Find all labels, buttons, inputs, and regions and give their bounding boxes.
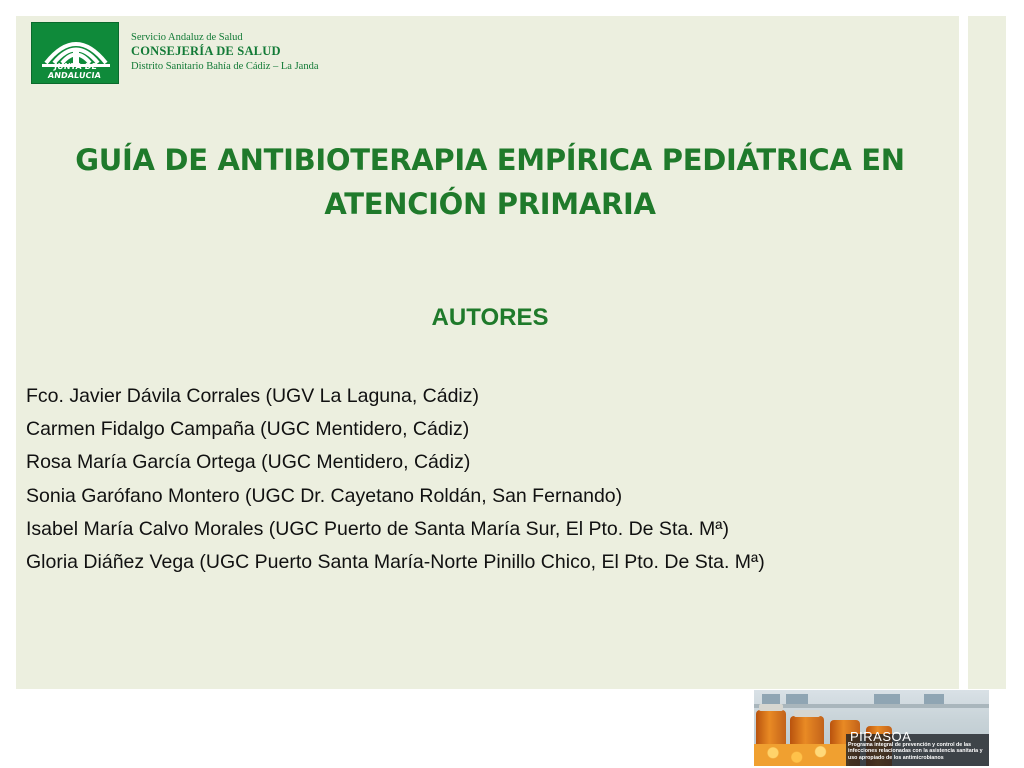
- bottle-cap: [794, 710, 820, 717]
- pills-icon: [754, 744, 849, 766]
- junta-de-andalucia-logo: [31, 22, 119, 84]
- author-item: Gloria Diáñez Vega (UGC Puerto Santa María-Norte Pinillo Chico, El Pto. De Sta. Mª): [26, 551, 765, 574]
- org-ministry-name: CONSEJERÍA DE SALUD: [131, 44, 281, 59]
- org-district-name: Distrito Sanitario Bahía de Cádiz – La Janda: [131, 60, 319, 72]
- pirasoa-tagline: Programa integral de prevención y control de las infecciones relacionadas con la asistencia sanitaria y uso apropiado de los antimicrobianos: [848, 742, 983, 761]
- slide-panel: [16, 16, 959, 689]
- author-item: Fco. Javier Dávila Corrales (UGV La Laguna, Cádiz): [26, 385, 480, 407]
- org-service-name: Servicio Andaluz de Salud: [131, 32, 243, 43]
- shelf-box: [762, 694, 780, 704]
- pirasoa-banner: [754, 690, 989, 766]
- title-line-2: ATENCIÓN PRIMARIA: [324, 187, 656, 221]
- title-line-1: GUÍA DE ANTIBIOTERAPIA EMPÍRICA PEDIÁTRICA EN: [75, 143, 905, 177]
- side-strip: [968, 16, 1006, 689]
- shelf-box: [924, 694, 944, 704]
- pirasoa-brand: PIRASOA: [850, 729, 912, 744]
- shelf: [754, 704, 989, 708]
- author-item: Rosa María García Ortega (UGC Mentidero, Cádiz): [26, 451, 471, 474]
- authors-heading: AUTORES: [431, 304, 549, 331]
- organization-header: [131, 31, 319, 73]
- authors-list: [26, 380, 765, 579]
- author-item: Sonia Garófano Montero (UGC Dr. Cayetano Roldán, San Fernando): [26, 484, 623, 507]
- bottle-cap: [759, 704, 783, 711]
- shelf-box: [874, 694, 900, 704]
- author-item: Isabel María Calvo Morales (UGC Puerto de Santa María Sur, El Pto. De Sta. Mª): [26, 517, 729, 540]
- document-title: [40, 138, 940, 226]
- shelf-box: [786, 694, 808, 704]
- logo-text: JUNTA DE ANDALUCIA: [47, 62, 102, 80]
- author-item: Carmen Fidalgo Campaña (UGC Mentidero, Cádiz): [26, 418, 470, 441]
